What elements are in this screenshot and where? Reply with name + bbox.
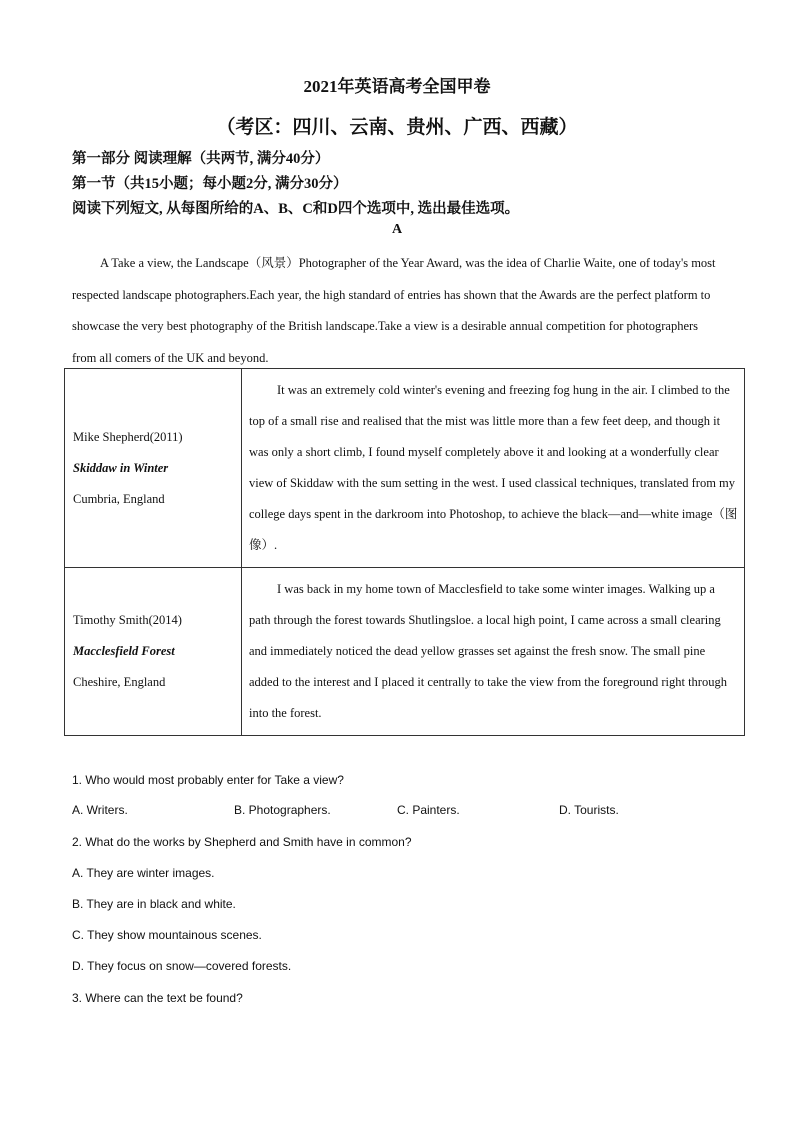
option-d: D. They focus on snow—covered forests. xyxy=(72,959,292,974)
question-stem: 2. What do the works by Shepherd and Smith have in common? xyxy=(72,835,412,850)
photographer-name: Timothy Smith(2014) xyxy=(73,613,182,627)
photographer-name: Mike Shepherd(2011) xyxy=(73,429,183,444)
option-a: A. They are winter images. xyxy=(72,865,215,880)
option-c: C. Painters. xyxy=(397,803,460,818)
entries-table xyxy=(64,368,745,736)
exam-subtitle: （考区：四川、云南、贵州、广西、西藏） xyxy=(216,117,578,138)
entry-info xyxy=(65,369,242,568)
work-title: Skiddaw in Winter xyxy=(73,460,169,475)
passage-intro xyxy=(72,248,722,374)
entry-info xyxy=(65,568,242,736)
section-heading: 第一节（共15小题；每小题2分, 满分30分） xyxy=(72,176,348,192)
option-b: B. They are in black and white. xyxy=(72,896,236,911)
entry-description xyxy=(242,369,745,568)
work-title: Macclesfield Forest xyxy=(73,644,175,658)
question-stem: 1. Who would most probably enter for Take a view? xyxy=(72,773,344,787)
table-row xyxy=(65,369,745,568)
part-heading: 第一部分 阅读理解（共两节, 满分40分） xyxy=(72,151,330,167)
work-location: Cumbria, England xyxy=(73,491,165,506)
option-a: A. Writers. xyxy=(72,803,128,818)
table-row xyxy=(65,568,745,736)
description-text: It was an extremely cold winter's evening and freezing fog hung in the air. I climbed to the top of a small rise and realised that the mist was little more than a few feet deep, and though it was only a short climb, I found myself completely above it and looking at a wonderfully clear view of Skiddaw with the sum setting in the west. I used classical techniques, translated from my college days spent in the darkroom into Photoshop, to achieve the black—and—white image（图像）. xyxy=(249,383,738,552)
passage-letter: A xyxy=(391,222,403,237)
question-stem: 3. Where can the text be found? xyxy=(72,991,243,1006)
work-location: Cheshire, England xyxy=(73,675,166,689)
option-c: C. They show mountainous scenes. xyxy=(72,927,262,942)
option-d: D. Tourists. xyxy=(559,803,619,818)
instruction-text: 阅读下列短文, 从每图所给的A、B、C和D四个选项中, 选出最佳选项。 xyxy=(72,201,520,217)
entry-description xyxy=(242,568,745,736)
intro-paragraph: A Take a view, the Landscape（风景）Photographer of the Year Award, was the idea of Charlie Waite, one of today's most respected landscape photographers.Each year, the high standard of entries has shown that the Awards are the perfect platform to showcase the very best photography of the British landscape.Take a view is a desirable annual competition for photographers from all comers of the UK and beyond. xyxy=(72,256,716,365)
option-b: B. Photographers. xyxy=(234,803,331,818)
description-text: I was back in my home town of Macclesfield to take some winter images. Walking up a path through the forest towards Shutlingsloe. a local high point, I came across a small clearing and immediately noticed the dead yellow grasses set against the fresh snow. The small pine added to the interest and I placed it centrally to take the view from the foreground right through into the forest. xyxy=(249,582,727,720)
options-row xyxy=(72,803,752,834)
questions-list xyxy=(72,772,752,1022)
exam-title: 2021年英语高考全国甲卷 xyxy=(303,77,491,96)
